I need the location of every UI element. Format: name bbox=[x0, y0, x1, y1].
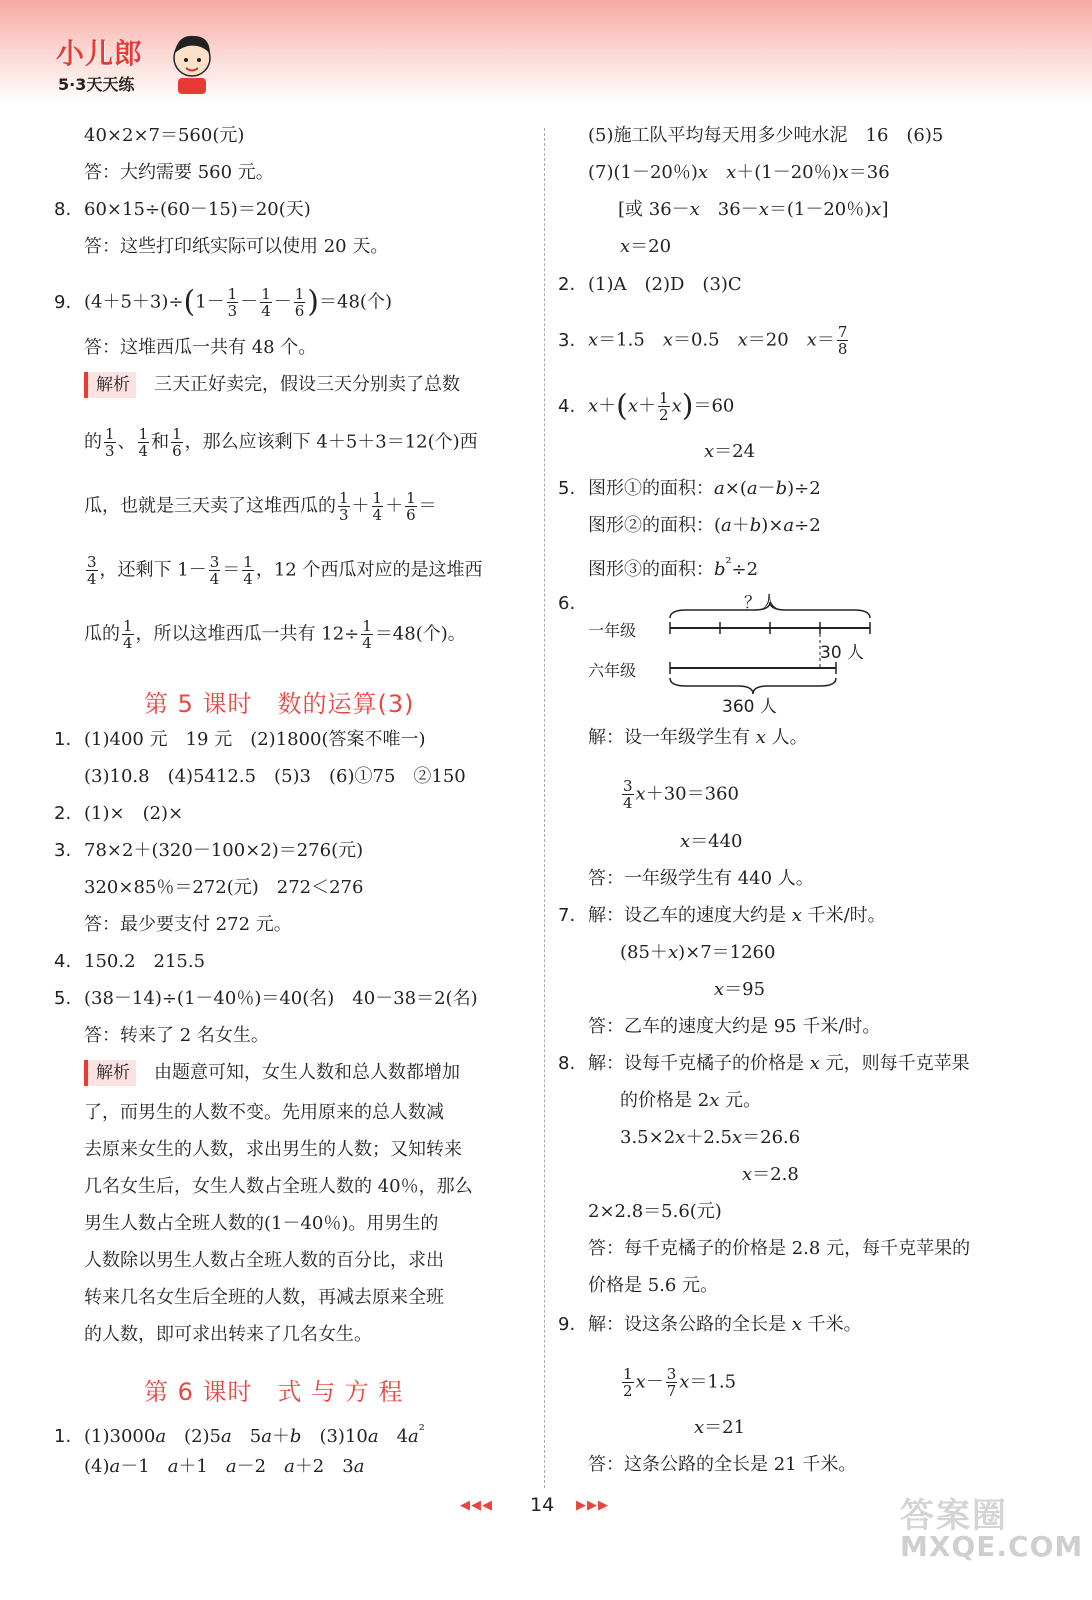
fraction: $\frac{1}{4}$ bbox=[261, 285, 271, 320]
explanation-line: 的人数，即可求出转来了几名女生。 bbox=[84, 1324, 372, 1345]
answer-4: 4. x＋(x＋ $\frac{1}{2}$ x)＝60 bbox=[558, 388, 735, 424]
fraction: $\frac{1}{3}$ bbox=[339, 489, 349, 524]
paren: ) bbox=[307, 284, 320, 320]
fraction: $\frac{1}{4}$ bbox=[243, 553, 253, 588]
answer-1: 1. (1)400 元 19 元 (2)1800(答案不唯一) bbox=[54, 729, 426, 750]
answer-8 bbox=[54, 198, 311, 222]
fraction: $\frac{1}{6}$ bbox=[406, 489, 416, 524]
text-line: 答：这条公路的全长是 21 千米。 bbox=[588, 1454, 857, 1475]
fraction: $\frac{1}{4}$ bbox=[138, 425, 149, 460]
fraction: $\frac{1}{3}$ bbox=[227, 285, 238, 320]
text-line: $\frac{3}{4}$ x＋30＝360 bbox=[623, 777, 739, 812]
text-line: x＝24 bbox=[704, 441, 756, 462]
explanation-line: 瓜，也就是三天卖了这堆西瓜的 $\frac{1}{3}$ ＋ $\frac{1}{4}$ ＋ $\frac{1}{6}$ ＝ bbox=[84, 489, 437, 524]
diagram-lines bbox=[558, 588, 888, 718]
text-line: 图形③的面积：$b^{^2}\div 2$ bbox=[588, 554, 759, 580]
fraction: $\frac{1}{4}$ bbox=[123, 617, 133, 652]
text-line: 答：最少要支付 272 元。 bbox=[84, 914, 292, 935]
explanation-line: $\frac{3}{4}$ ，还剩下 1－ $\frac{3}{4}$ ＝ $\frac{1}{4}$ ，12 个西瓜对应的是这堆西 bbox=[87, 553, 483, 588]
mascot-icon bbox=[168, 30, 216, 96]
fraction: $\frac{1}{6}$ bbox=[294, 285, 305, 320]
right-arrows-icon: ▶▶▶ bbox=[576, 1498, 609, 1513]
diagram-label: 360 人 bbox=[722, 697, 777, 717]
minus-sign: － bbox=[273, 291, 292, 313]
answer-2: 2. (1)A (2)D (3)C bbox=[558, 274, 742, 295]
explanation-line: 解析 三天正好卖完，假设三天分别卖了总数 bbox=[84, 372, 460, 398]
diagram-label: 一年级 bbox=[588, 621, 637, 640]
text-line: (5)施工队平均每天用多少吨水泥 16 (6)5 bbox=[588, 125, 944, 146]
item-number: 9. bbox=[54, 291, 72, 313]
text-line: 2×2.8＝5.6(元) bbox=[588, 1201, 722, 1222]
fraction: $\frac{1}{3}$ bbox=[105, 425, 115, 460]
answer-3: 3. 78×2＋(320－100×2)＝276(元) bbox=[54, 840, 364, 861]
answer-9 bbox=[54, 286, 392, 319]
diagram-label: 六年级 bbox=[588, 661, 637, 680]
fraction: $\frac{1}{2}$ bbox=[623, 1365, 633, 1400]
fraction: $\frac{7}{8}$ bbox=[837, 323, 848, 358]
segment-diagram bbox=[558, 588, 888, 718]
answer-4: 4. 150.2 215.5 bbox=[54, 951, 206, 972]
column-divider bbox=[544, 128, 545, 1488]
watermark-logo: 答案圈 bbox=[900, 1496, 1008, 1536]
brand-name: 小儿郎 bbox=[56, 37, 144, 70]
watermark-url: MXQE.COM bbox=[900, 1530, 1084, 1563]
text-line: 320×85％＝272(元) 272＜276 bbox=[84, 877, 364, 898]
equation-part: (4＋5＋3)÷ bbox=[84, 291, 184, 313]
answer-5: 5. (38－14)÷(1－40％)＝40(名) 40－38＝2(名) bbox=[54, 988, 478, 1009]
text-line: (7)(1－20％)x x＋(1－20％)x＝36 bbox=[588, 162, 890, 183]
header-band bbox=[0, 0, 1092, 104]
fraction: $\frac{1}{4}$ bbox=[372, 489, 383, 524]
text-line: 答：大约需要 560 元。 bbox=[84, 162, 274, 183]
text-line: 答：这些打印纸实际可以使用 20 天。 bbox=[84, 236, 389, 257]
explanation-line: 几名女生后，女生人数占全班人数的 40％，那么 bbox=[84, 1176, 473, 1197]
answer-7: 7. 解：设乙车的速度大约是 x 千米/时。 bbox=[558, 905, 886, 926]
text-line: 40×2×7＝560(元) bbox=[84, 125, 245, 146]
text-line: 答：每千克橘子的价格是 2.8 元，每千克苹果的 bbox=[588, 1238, 971, 1259]
equation-part: ＝48(个) bbox=[319, 291, 392, 313]
explanation-line: 了，而男生的人数不变。先用原来的总人数减 bbox=[84, 1102, 444, 1123]
explanation-line: 解析 由题意可知，女生人数和总人数都增加 bbox=[84, 1060, 460, 1086]
text-line: 3.5×2x＋2.5x＝26.6 bbox=[620, 1127, 801, 1148]
fraction: $\frac{1}{6}$ bbox=[172, 425, 182, 460]
text-line: 的价格是 2x 元。 bbox=[620, 1090, 762, 1111]
fraction: $\frac{3}{7}$ bbox=[666, 1365, 677, 1400]
text-line: x＝440 bbox=[680, 831, 743, 852]
text-line: 答：这堆西瓜一共有 48 个。 bbox=[84, 337, 317, 358]
minus-sign: － bbox=[240, 291, 259, 313]
fraction: $\frac{1}{2}$ bbox=[659, 389, 669, 424]
answer-2: 2. (1)× (2)× bbox=[54, 803, 184, 824]
text-line: 答：一年级学生有 440 人。 bbox=[588, 868, 814, 889]
answer-5: 5. 图形①的面积：a×(a－b)÷2 bbox=[558, 478, 821, 499]
answer-8: 8. 解：设每千克橘子的价格是 x 元，则每千克苹果 bbox=[558, 1053, 970, 1074]
answer-1: 1. (1)3000a (2)5a 5a＋b (3)10a $4a^{^2}$ bbox=[54, 1421, 425, 1447]
explanation-line: 去原来女生的人数，求出男生的人数；又知转来 bbox=[84, 1139, 462, 1160]
explanation-line: 的 $\frac{1}{3}$ 、 $\frac{1}{4}$ 和 $\frac{1}{6}$ ，那么应该剩下 4＋5＋3＝12(个)西 bbox=[84, 425, 478, 460]
answer-9: 9. 解：设这条公路的全长是 x 千米。 bbox=[558, 1314, 862, 1335]
text-line: x＝95 bbox=[714, 979, 766, 1000]
section-heading: 第 6 课时 式 与 方 程 bbox=[144, 1378, 404, 1406]
item-number: 8. bbox=[54, 199, 72, 220]
explanation-line: 转来几名女生后全班的人数，再减去原来全班 bbox=[84, 1287, 444, 1308]
text-line: x＝2.8 bbox=[742, 1164, 799, 1185]
fraction: $\frac{3}{4}$ bbox=[209, 553, 220, 588]
fraction: $\frac{3}{4}$ bbox=[87, 553, 97, 588]
explanation-line: 男生人数占全班人数的(1－40％)。用男生的 bbox=[84, 1213, 439, 1234]
answer-3: 3. x＝1.5 x＝0.5 x＝20 x＝ $\frac{7}{8}$ bbox=[558, 323, 848, 358]
answer-6-number: 6. bbox=[558, 593, 576, 614]
fraction: $\frac{3}{4}$ bbox=[623, 777, 633, 812]
text-line: 答：乙车的速度大约是 95 千米/时。 bbox=[588, 1016, 881, 1037]
text-line: (4)a－1 a＋1 a－2 a＋2 3a bbox=[84, 1456, 365, 1477]
equation: 60×15÷(60－15)＝20(天) bbox=[84, 199, 311, 220]
page-number: 14 bbox=[530, 1494, 555, 1516]
text-line: [或 36－x 36－x＝(1－20％)x] bbox=[618, 199, 889, 220]
left-arrows-icon: ◀◀◀ bbox=[460, 1498, 493, 1513]
explanation-line: 人数除以男生人数占全班人数的百分比，求出 bbox=[84, 1250, 444, 1271]
text-line: 图形②的面积：(a＋b)×a÷2 bbox=[588, 515, 821, 536]
text-line: 解：设一年级学生有 x 人。 bbox=[588, 727, 808, 748]
fraction: $\frac{1}{4}$ bbox=[362, 617, 372, 652]
explanation-line: 瓜的 $\frac{1}{4}$ ，所以这堆西瓜一共有 12÷ $\frac{1}{4}$ ＝48(个)。 bbox=[84, 617, 466, 652]
section-heading: 第 5 课时 数的运算(3) bbox=[144, 690, 415, 718]
text-line: (3)10.8 (4)5412.5 (5)3 (6)①75 ②150 bbox=[84, 766, 466, 787]
text-line: $\frac{1}{2}$ x－ $\frac{3}{7}$ x＝1.5 bbox=[623, 1365, 737, 1400]
equation-part: 1－ bbox=[195, 291, 225, 313]
text-line: 价格是 5.6 元。 bbox=[588, 1275, 719, 1296]
paren: ( bbox=[183, 284, 196, 320]
series-name: 5·3天天练 bbox=[58, 75, 135, 94]
analysis-tag: 解析 bbox=[84, 372, 136, 398]
diagram-label: 30 人 bbox=[820, 643, 865, 663]
brand-logo bbox=[48, 30, 208, 100]
diagram-label: ？人 bbox=[744, 593, 778, 613]
text-line: x＝20 bbox=[620, 236, 672, 257]
text-line: 答：转来了 2 名女生。 bbox=[84, 1025, 269, 1046]
text-line: (85＋x)×7＝1260 bbox=[620, 942, 776, 963]
analysis-tag: 解析 bbox=[84, 1060, 136, 1086]
text-line: x＝21 bbox=[694, 1417, 746, 1438]
